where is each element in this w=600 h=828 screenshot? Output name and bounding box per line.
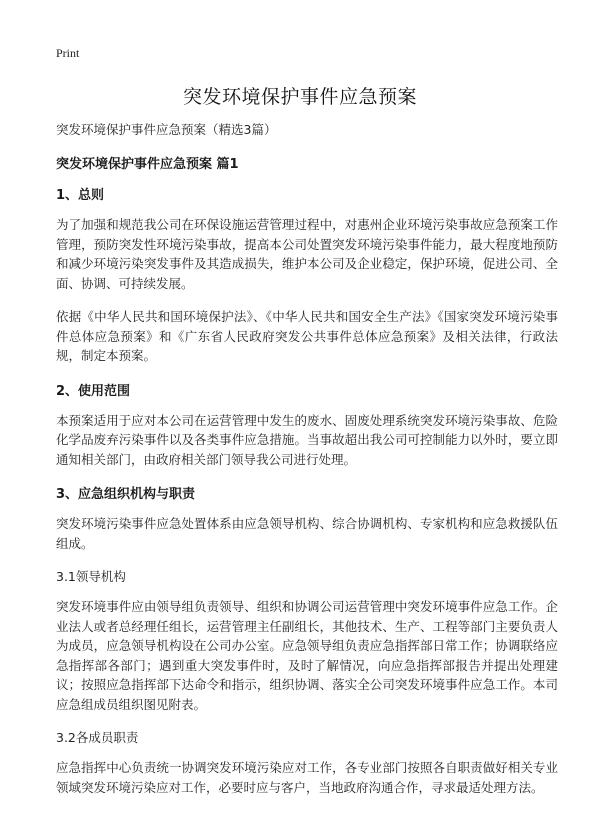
subsection-heading-leadership: 3.1领导机构 bbox=[56, 569, 126, 584]
section-heading-organization: 3、应急组织机构与职责 bbox=[56, 487, 196, 502]
print-link[interactable]: Print bbox=[56, 46, 80, 60]
doc-heading: 突发环境保护事件应急预案 篇1 bbox=[56, 157, 239, 172]
document-body bbox=[56, 120, 558, 811]
subsection-heading-member-duties: 3.2各成员职责 bbox=[56, 730, 139, 745]
subtitle: 突发环境保护事件应急预案（精选3篇） bbox=[56, 122, 277, 137]
paragraph: 本预案适用于应对本公司在运营管理中发生的废水、固废处理系统突发环境污染事故、危险化学品废弃污染事件以及各类事件应急措施。当事故超出我公司可控制能力以外时，要立即通知相关部门，由政府相关部门领导我公司进行处理。 bbox=[56, 412, 558, 467]
paragraph: 突发环境污染事件应急处置体系由应急领导机构、综合协调机构、专家机构和应急救援队伍组成。 bbox=[56, 516, 558, 551]
paragraph: 依据《中华人民共和国环境保护法》、《中华人民共和国安全生产法》《国家突发环境污染事件总体应急预案》和《广东省人民政府突发公共事件总体应急预案》及相关法律，行政法规，制定本预案。 bbox=[56, 309, 558, 363]
paragraph: 突发环境事件应由领导组负责领导、组织和协调公司运营管理中突发环境事件应急工作。企业法人或者总经理任组长，运营管理主任副组长，其他技术、生产、工程等部门主要负责人为成员，应急领导机构设在公司办公室。应急领导组负责应急指挥部日常工作；协调联络应急指挥部各部门；遇到重大突发事件时，及时了解情况，向应急指挥部报告并提出处理建议；按照应急指挥部下达命令和指示，组织协调、落实全公司突发环境事件应急工作。本司应急组成员组织图见附表。 bbox=[56, 599, 558, 712]
page-title: 突发环境保护事件应急预案 bbox=[182, 86, 417, 108]
paragraph: 为了加强和规范我公司在环保设施运营管理过程中，对惠州企业环境污染事故应急预案工作管理，预防突发性环境污染事故，提高本公司处置突发环境污染事件能力，最大程度地预防和减少环境污染突发事件及其造成损失，维护本公司及企业稳定，保护环境，促进公司、全面、协调、可持续发展。 bbox=[56, 217, 558, 291]
section-heading-general: 1、总则 bbox=[56, 188, 105, 203]
paragraph: 应急指挥中心负责统一协调突发环境污染应对工作，各专业部门按照各自职责做好相关专业领域突发环境污染应对工作，必要时应与客户，当地政府沟通合作，寻求最适处理方法。 bbox=[56, 760, 558, 795]
section-heading-scope: 2、使用范围 bbox=[56, 383, 131, 399]
